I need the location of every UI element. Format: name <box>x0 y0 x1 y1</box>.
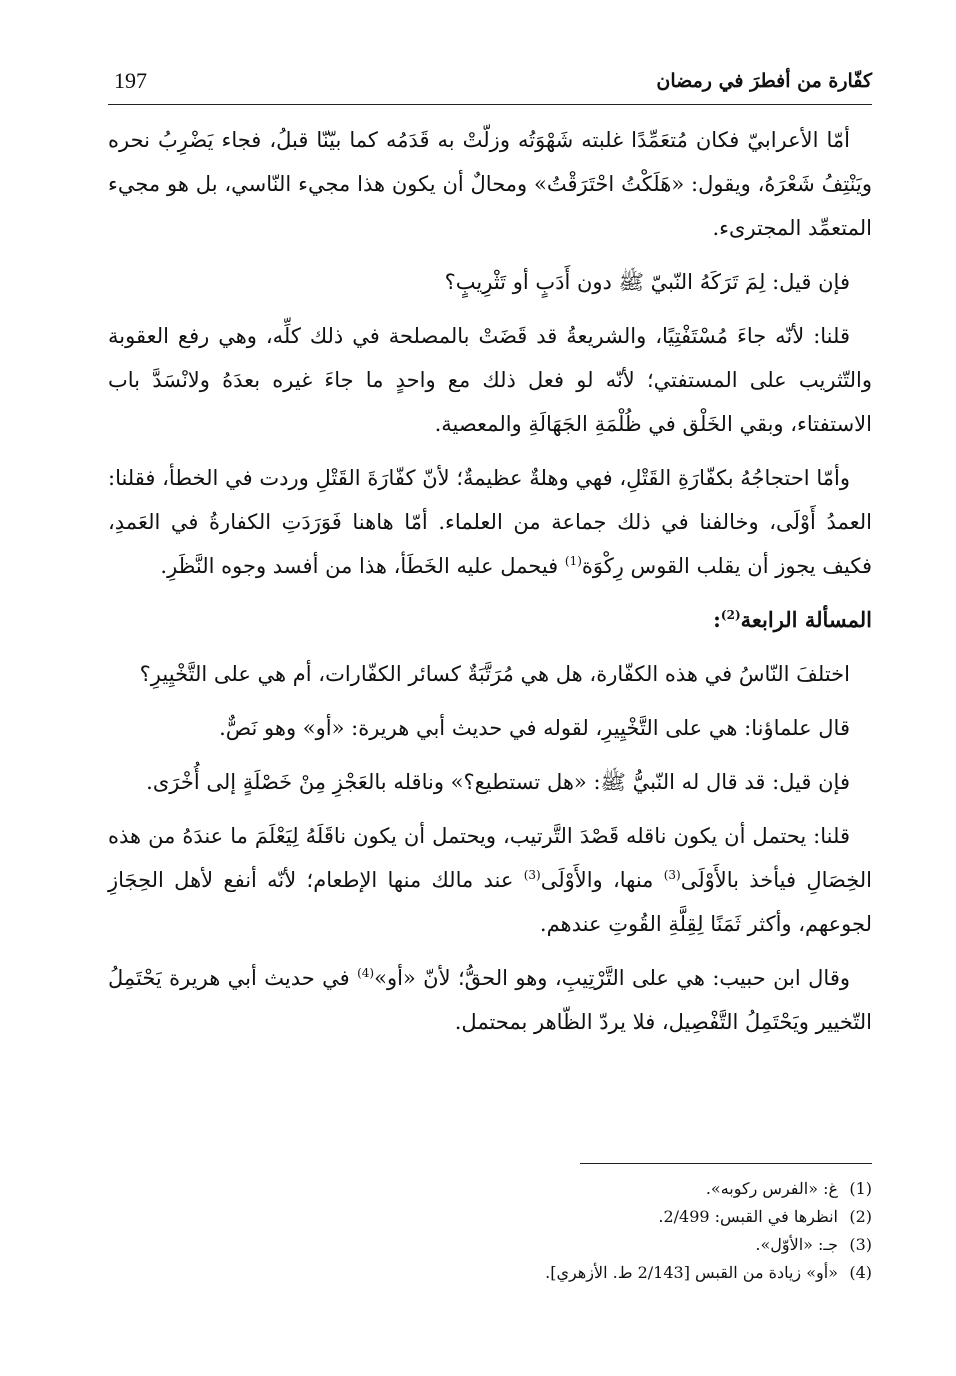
section-heading <box>108 598 872 642</box>
paragraph: فإن قيل: لِمَ تَرَكَهُ النّبيّ ﷺ دون أَدَبٍ أو تَثْرِيبٍ؟ <box>444 270 850 294</box>
footnote <box>108 1231 872 1259</box>
heading-text: المسألة الرابعة <box>740 607 872 632</box>
paragraph: اختلفَ النّاسُ في هذه الكفّارة، هل هي مُرَتَّبَةٌ كسائر الكفّارات، أم هي على التَّخْيِيرِ؟ <box>139 662 850 686</box>
footnote-number: (4) <box>849 1263 872 1282</box>
footnote-marker: (2) <box>720 608 741 622</box>
paragraph <box>108 456 872 588</box>
running-title: كفّارة من أفطرَ في رمضان <box>656 70 872 92</box>
footnote-marker: (3) <box>523 868 541 882</box>
footnote-text: غ: «الفرس ركوبه». <box>705 1179 838 1198</box>
paragraph-text: فيحمل عليه الخَطَأ، هذا من أفسد وجوه النَّظَرِ. <box>160 554 565 578</box>
paragraph-text: في حديث أبي هريرة يَحْتَمِلُ التّخيير ويَحْتَمِلُ التَّفْصِيل، فلا يردّ الظّاهر بمحتمل. <box>108 966 872 1034</box>
footnote-number: (1) <box>849 1179 872 1198</box>
footnote-marker: (4) <box>357 966 375 980</box>
footnote-text: «أو» زيادة من القبس [2/143 ط. الأزهري]. <box>545 1263 838 1282</box>
footnote <box>108 1203 872 1231</box>
page-header <box>108 58 872 105</box>
footnote <box>108 1259 872 1287</box>
footnote-number: (2) <box>849 1207 872 1226</box>
footnote-marker: (3) <box>663 868 681 882</box>
paragraph: قلنا: لأنّه جاءَ مُسْتَفْتِيًا، والشريعةُ قد قَضَتْ بالمصلحة في ذلك كلِّه، وهي رفع العقوبة والتّثريب على المستفتي؛ لأنّه لو فعل ذلك مع واحدٍ ما جاءَ غيره بعدَهُ ولانْسَدَّ باب الاستفتاء، وبقي الخَلْق في ظُلْمَةِ الجَهَالَةِ والمعصية. <box>108 324 872 436</box>
footnote-marker: (1) <box>564 554 582 568</box>
paragraph <box>108 814 872 946</box>
footnote-text: جـ: «الأوّل». <box>755 1235 838 1254</box>
paragraph-text: وقال ابن حبيب: هي على التَّرْتِيبِ، وهو الحقُّ؛ لأنّ «أو» <box>374 966 851 990</box>
paragraph: أمّا الأعرابيّ فكان مُتعَمِّدًا غلبته شَهْوَتُه وزلّتْ به قَدَمُه كما بيّنّا قبلُ، فجاء يَضْرِبُ نحره ويَنْتِفُ شَعْرَهُ، ويقول: «هَلَكْتُ احْتَرَقْتُ» ومحالٌ أن يكون هذا مجيء النّاسي، بل هو مجيء المتعمِّد المجترىء. <box>108 128 872 240</box>
footnote-text: انظرها في القبس: 2/499. <box>658 1207 838 1226</box>
footnote-divider <box>580 1163 872 1164</box>
paragraph <box>108 956 872 1044</box>
paragraph: فإن قيل: قد قال له النّبيُّ ﷺ: «هل تستطيع؟» وناقله بالعَجْزِ مِنْ خَصْلَةٍ إلى أُخْرَى. <box>146 770 850 794</box>
paragraph: قال علماؤنا: هي على التَّخْيِيرِ، لقوله في حديث أبي هريرة: «أو» وهو نَصٌّ. <box>219 716 850 740</box>
heading-colon: : <box>713 607 721 632</box>
paragraph-text: عند مالك منها الإطعام؛ لأنّه أنفع لأهل الحِجَازِ لجوعهم، وأكثر ثَمَنًا لِقِلَّةِ القُوتِ عندهم. <box>108 868 872 936</box>
footnote-number: (3) <box>849 1235 872 1254</box>
footnote <box>108 1175 872 1203</box>
page-number: 197 <box>114 68 147 93</box>
footnotes <box>108 1175 872 1287</box>
paragraph-text: قلنا: يحتمل أن يكون ناقله قَصْدَ التَّرتيب، ويحتمل أن يكون ناقَلَهُ لِيَعْلَمَ ما عندَهُ من هذه الخِصَالِ فيأخذ بالأَوْلَى <box>108 824 872 892</box>
paragraph-text: منها، والأَوْلَى <box>540 868 664 892</box>
main-text <box>108 118 872 1054</box>
paragraph-text: وأمّا احتجاجُهُ بكفّارَةِ القَتْلِ، فهي وهلةٌ عظيمةٌ؛ لأنّ كفّارَةَ القَتْلِ وردت في الخطأ، فقلنا: العمدُ أَوْلَى، وخالفنا في ذلك جماعة من العلماء. أمّا هاهنا فَوَرَدَتِ الكفارةُ في العَمدِ، فكيف يجوز أن يقلب القوس رِكْوَة <box>108 466 872 578</box>
